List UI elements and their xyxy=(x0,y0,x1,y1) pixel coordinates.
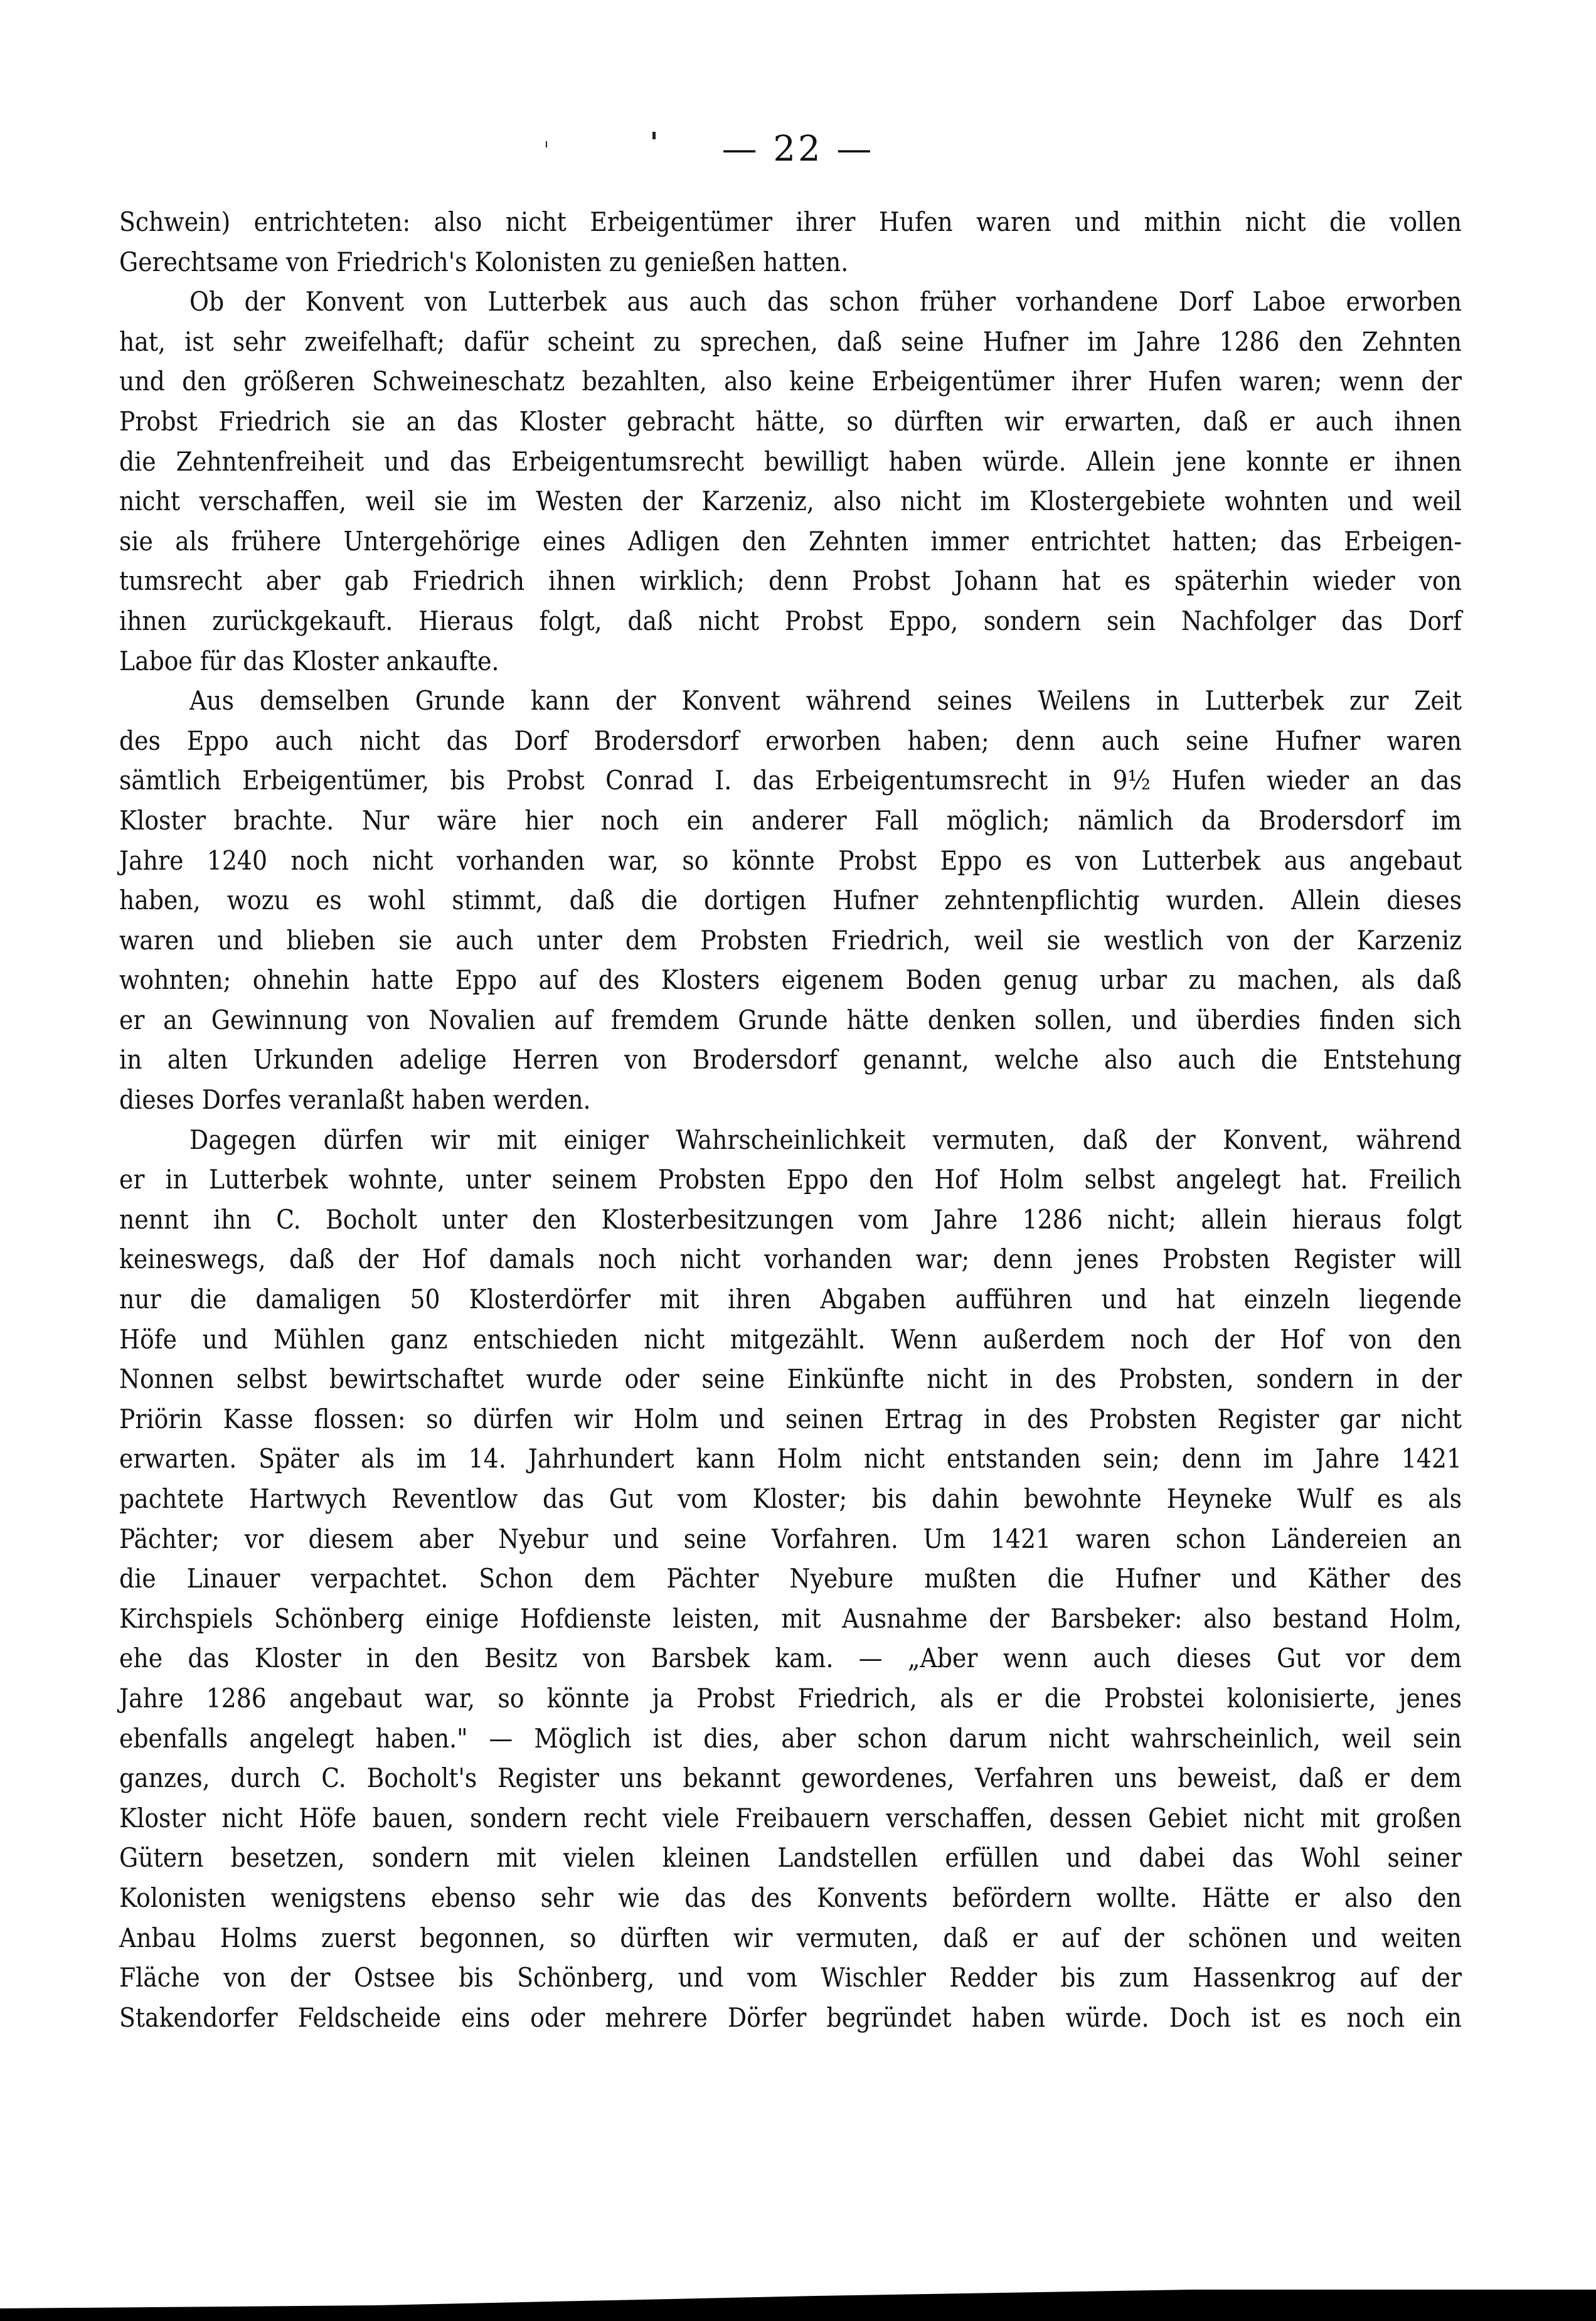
text-line: Kloster nicht Höfe bauen, sondern recht viele Freibauern verschaffen, dessen Gebiet nicht mit großen xyxy=(119,1802,1462,1833)
text-line: Nonnen selbst bewirtschaftet wurde oder seine Einkünfte nicht in des Probsten, sondern in der xyxy=(119,1363,1462,1395)
text-line: Fläche von der Ostsee bis Schönberg, und vom Wischler Redder bis zum Hassenkrog auf der xyxy=(119,1962,1462,1993)
text-line: Pächter; vor diesem aber Nyebur und seine Vorfahren. Um 1421 waren schon Ländereien an xyxy=(119,1523,1462,1554)
page-number: — 22 — xyxy=(721,129,875,169)
text-line: Kolonisten wenigstens ebenso sehr wie das des Konvents befördern wollte. Hätte er also den xyxy=(119,1882,1462,1913)
text-line: waren und blieben sie auch unter dem Probsten Friedrich, weil sie westlich von der Karzeniz xyxy=(119,924,1462,956)
text-line: sie als frühere Untergehörige eines Adligen den Zehnten immer entrichtet hatten; das Erbeigen- xyxy=(119,525,1462,557)
text-line: und den größeren Schweineschatz bezahlten, also keine Erbeigentümer ihrer Hufen waren; wenn der xyxy=(119,366,1462,397)
text-line: erwarten. Später als im 14. Jahrhundert kann Holm nicht entstanden sein; denn im Jahre 1421 xyxy=(119,1443,1462,1475)
scan-edge-shadow xyxy=(0,2271,1596,2321)
text-line: Kirchspiels Schönberg einige Hofdienste leisten, mit Ausnahme der Barsbeker: also bestand Holm, xyxy=(119,1603,1462,1634)
text-line: ihnen zurückgekauft. Hieraus folgt, daß nicht Probst Eppo, sondern sein Nachfolger das Dorf xyxy=(119,605,1462,636)
text-line: ehe das Kloster in den Besitz von Barsbek kam. — „Aber wenn auch dieses Gut vor dem xyxy=(119,1643,1462,1674)
text-line: tumsrecht aber gab Friedrich ihnen wirklich; denn Probst Johann hat es späterhin wieder von xyxy=(119,565,1462,597)
text-line: Gerechtsame von Friedrich's Kolonisten zu genießen hatten. xyxy=(119,246,849,277)
text-line: nennt ihn C. Bocholt unter den Klosterbesitzungen vom Jahre 1286 nicht; allein hieraus folgt xyxy=(119,1203,1462,1235)
text-line: Stakendorfer Feldscheide eins oder mehrere Dörfer begründet haben würde. Doch ist es noch ein xyxy=(119,2002,1462,2033)
text-line: Ob der Konvent von Lutterbek aus auch das schon früher vorhandene Dorf Laboe erworben xyxy=(189,286,1462,317)
text-line: haben, wozu es wohl stimmt, daß die dortigen Hufner zehntenpflichtig wurden. Allein dieses xyxy=(119,885,1462,916)
text-line: des Eppo auch nicht das Dorf Brodersdorf erworben haben; denn auch seine Hufner waren xyxy=(119,725,1462,756)
text-line: Dagegen dürfen wir mit einiger Wahrscheinlichkeit vermuten, daß der Konvent, während xyxy=(189,1124,1462,1155)
text-line: er an Gewinnung von Novalien auf fremdem Grunde hätte denken sollen, und überdies finden sich xyxy=(119,1004,1462,1035)
text-line: Priörin Kasse flossen: so dürfen wir Holm und seinen Ertrag in des Probsten Register gar nicht xyxy=(119,1403,1462,1434)
body-text xyxy=(119,202,1462,2037)
text-line: die Zehntenfreiheit und das Erbeigentumsrecht bewilligt haben würde. Allein jene konnte er ihnen xyxy=(119,446,1462,477)
text-line: nicht verschaffen, weil sie im Westen der Karzeniz, also nicht im Klostergebiete wohnten und weil xyxy=(119,486,1462,517)
text-line: Schwein) entrichteten: also nicht Erbeigentümer ihrer Hufen waren und mithin nicht die vollen xyxy=(119,206,1462,237)
text-line: Kloster brachte. Nur wäre hier noch ein anderer Fall möglich; nämlich da Brodersdorf im xyxy=(119,804,1462,836)
text-line: Höfe und Mühlen ganz entschieden nicht mitgezählt. Wenn außerdem noch der Hof von den xyxy=(119,1323,1462,1355)
scan-speck xyxy=(652,132,656,139)
text-line: ebenfalls angelegt haben." — Möglich ist dies, aber schon darum nicht wahrscheinlich, weil sein xyxy=(119,1722,1462,1754)
text-line: Laboe für das Kloster ankaufte. xyxy=(119,645,499,676)
text-line: nur die damaligen 50 Klosterdörfer mit ihren Abgaben aufführen und hat einzeln liegende xyxy=(119,1284,1462,1315)
text-line: Aus demselben Grunde kann der Konvent während seines Weilens in Lutterbek zur Zeit xyxy=(189,685,1462,717)
text-line: Gütern besetzen, sondern mit vielen kleinen Landstellen erfüllen und dabei das Wohl seiner xyxy=(119,1842,1462,1874)
text-line: hat, ist sehr zweifelhaft; dafür scheint zu sprechen, daß seine Hufner im Jahre 1286 den Zehnten xyxy=(119,326,1462,357)
text-line: sämtlich Erbeigentümer, bis Probst Conrad I. das Erbeigentumsrecht in 9½ Hufen wieder an das xyxy=(119,765,1462,796)
text-line: wohnten; ohnehin hatte Eppo auf des Klosters eigenem Boden genug urbar zu machen, als daß xyxy=(119,964,1462,996)
text-line: er in Lutterbek wohnte, unter seinem Probsten Eppo den Hof Holm selbst angelegt hat. Freilich xyxy=(119,1164,1462,1195)
text-line: Jahre 1286 angebaut war, so könnte ja Probst Friedrich, als er die Probstei kolonisierte, jenes xyxy=(119,1682,1462,1714)
text-line: keineswegs, daß der Hof damals noch nicht vorhanden war; denn jenes Probsten Register will xyxy=(119,1244,1462,1275)
text-line: Jahre 1240 noch nicht vorhanden war, so könnte Probst Eppo es von Lutterbek aus angebaut xyxy=(119,845,1462,876)
text-line: dieses Dorfes veranlaßt haben werden. xyxy=(119,1084,591,1116)
text-line: Probst Friedrich sie an das Kloster gebracht hätte, so dürften wir erwarten, daß er auch ihnen xyxy=(119,405,1462,437)
text-line: die Linauer verpachtet. Schon dem Pächter Nyebure mußten die Hufner und Käther des xyxy=(119,1563,1462,1594)
text-line: ganzes, durch C. Bocholt's Register uns bekannt gewordenes, Verfahren uns beweist, daß er dem xyxy=(119,1763,1462,1794)
text-line: in alten Urkunden adelige Herren von Brodersdorf genannt, welche also auch die Entstehung xyxy=(119,1044,1462,1075)
text-line: Anbau Holms zuerst begonnen, so dürften wir vermuten, daß er auf der schönen und weiten xyxy=(119,1922,1462,1953)
text-line: pachtete Hartwych Reventlow das Gut vom Kloster; bis dahin bewohnte Heyneke Wulf es als xyxy=(119,1483,1462,1514)
scan-speck xyxy=(546,141,547,147)
